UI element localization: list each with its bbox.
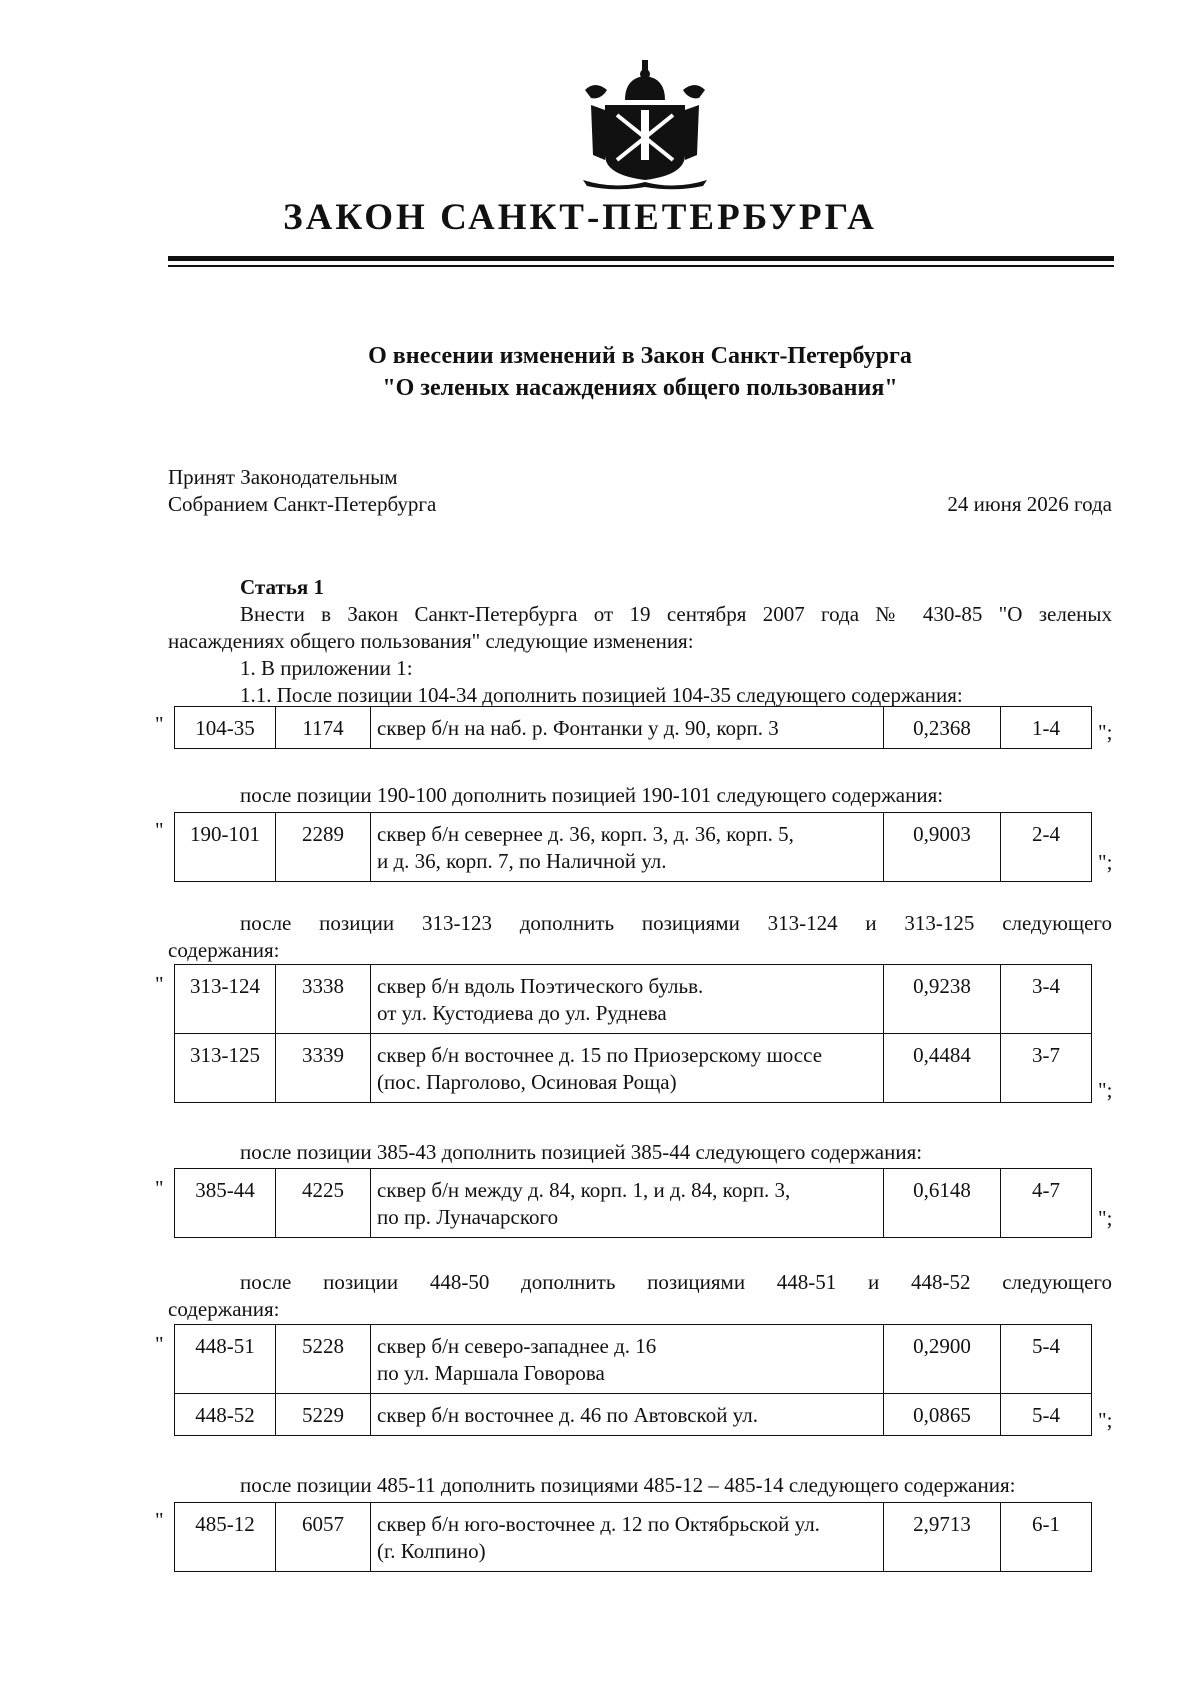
position-area: 0,6148 [884, 1169, 1001, 1238]
position-name [371, 1503, 884, 1572]
position-number: 313-125 [175, 1034, 276, 1103]
position-name-line-1: сквер б/н вдоль Поэтического бульв. [377, 974, 704, 998]
close-quote: "; [1098, 1206, 1113, 1230]
position-name [371, 1394, 884, 1436]
position-area: 0,9003 [884, 813, 1001, 882]
close-quote: "; [1098, 1078, 1113, 1102]
section-intro: после позиции 448-50 дополнить позициями 448-51 и 448-52 следующего [240, 1270, 1112, 1294]
close-quote: "; [1098, 1408, 1113, 1432]
position-area: 0,9238 [884, 965, 1001, 1034]
position-name-line-2: (г. Колпино) [377, 1539, 486, 1563]
section-intro-continued: содержания: [168, 1297, 280, 1321]
position-category: 6-1 [1001, 1503, 1092, 1572]
position-table [174, 1324, 1092, 1436]
table-row [175, 1034, 1092, 1103]
position-name-line-1: сквер б/н между д. 84, корп. 1, и д. 84, корп. 3, [377, 1178, 791, 1202]
article-heading: Статья 1 [240, 575, 324, 599]
position-name [371, 1169, 884, 1238]
section-intro-continued: содержания: [168, 938, 280, 962]
position-name [371, 1034, 884, 1103]
position-name [371, 813, 884, 882]
position-code: 5228 [276, 1325, 371, 1394]
position-table [174, 812, 1092, 882]
position-category: 5-4 [1001, 1394, 1092, 1436]
position-table [174, 964, 1092, 1103]
position-name-line-2: по ул. Маршала Говорова [377, 1361, 605, 1385]
close-quote: "; [1098, 850, 1113, 874]
position-table [174, 1502, 1092, 1572]
open-quote: " [155, 972, 164, 996]
position-area: 0,2900 [884, 1325, 1001, 1394]
article-intro-line-2: насаждениях общего пользования" следующие изменения: [168, 629, 694, 653]
position-number: 485-12 [175, 1503, 276, 1572]
open-quote: " [155, 818, 164, 842]
position-name-line-2: (пос. Парголово, Осиновая Роща) [377, 1070, 677, 1094]
position-name-line-2: от ул. Кустодиева до ул. Руднева [377, 1001, 667, 1025]
open-quote: " [155, 1332, 164, 1356]
adoption-line-2: Собранием Санкт-Петербурга [168, 492, 437, 516]
position-code: 1174 [276, 707, 371, 749]
position-table [174, 1168, 1092, 1238]
position-category: 4-7 [1001, 1169, 1092, 1238]
position-number: 313-124 [175, 965, 276, 1034]
position-code: 2289 [276, 813, 371, 882]
header-rule-thick [168, 256, 1114, 261]
position-name-line-2: по пр. Луначарского [377, 1205, 559, 1229]
coat-of-arms-emblem [575, 60, 715, 190]
position-name [371, 1325, 884, 1394]
position-name [371, 707, 884, 749]
table-row [175, 1503, 1092, 1572]
header-rule-thin [168, 265, 1114, 267]
position-name-line-1: сквер б/н северо-западнее д. 16 [377, 1334, 657, 1358]
position-name-line-1: сквер б/н юго-восточнее д. 12 по Октябрьской ул. [377, 1512, 820, 1536]
table-row [175, 1325, 1092, 1394]
position-category: 2-4 [1001, 813, 1092, 882]
open-quote: " [155, 1176, 164, 1200]
section-intro: после позиции 385-43 дополнить позицией 385-44 следующего содержания: [240, 1140, 923, 1164]
section-intro: после позиции 313-123 дополнить позициями 313-124 и 313-125 следующего [240, 911, 1112, 935]
table-row [175, 1169, 1092, 1238]
position-number: 385-44 [175, 1169, 276, 1238]
article-intro-line-1: Внести в Закон Санкт-Петербурга от 19 сентября 2007 года № 430-85 "О зеленых [240, 602, 1112, 626]
document-title-line-1: О внесении изменений в Закон Санкт-Петербурга [368, 343, 912, 369]
adoption-date: 24 июня 2026 года [947, 492, 1112, 516]
table-row [175, 707, 1092, 749]
adoption-line-1: Принят Законодательным [168, 465, 398, 489]
position-area: 0,2368 [884, 707, 1001, 749]
position-number: 448-52 [175, 1394, 276, 1436]
position-code: 6057 [276, 1503, 371, 1572]
table-row [175, 1394, 1092, 1436]
position-table [174, 706, 1092, 749]
law-title: ЗАКОН САНКТ-ПЕТЕРБУРГА [283, 197, 877, 238]
article-item-1-1: 1.1. После позиции 104-34 дополнить позицией 104-35 следующего содержания: [240, 683, 963, 707]
position-area: 2,9713 [884, 1503, 1001, 1572]
position-category: 3-7 [1001, 1034, 1092, 1103]
position-name-line-1: сквер б/н севернее д. 36, корп. 3, д. 36, корп. 5, [377, 822, 794, 846]
open-quote: " [155, 712, 164, 736]
section-intro: после позиции 485-11 дополнить позициями 485-12 – 485-14 следующего содержания: [240, 1473, 1016, 1497]
position-area: 0,4484 [884, 1034, 1001, 1103]
position-name-line-2: и д. 36, корп. 7, по Наличной ул. [377, 849, 667, 873]
position-name [371, 965, 884, 1034]
position-number: 190-101 [175, 813, 276, 882]
article-item-1: 1. В приложении 1: [240, 656, 413, 680]
position-name-line-1: сквер б/н восточнее д. 15 по Приозерскому шоссе [377, 1043, 823, 1067]
position-name-line-1: сквер б/н восточнее д. 46 по Автовской ул. [377, 1403, 758, 1427]
position-code: 4225 [276, 1169, 371, 1238]
table-row [175, 965, 1092, 1034]
position-category: 1-4 [1001, 707, 1092, 749]
document-title [160, 340, 1120, 404]
position-code: 3338 [276, 965, 371, 1034]
position-category: 5-4 [1001, 1325, 1092, 1394]
position-number: 448-51 [175, 1325, 276, 1394]
position-code: 3339 [276, 1034, 371, 1103]
close-quote: "; [1098, 720, 1113, 744]
section-intro: после позиции 190-100 дополнить позицией 190-101 следующего содержания: [240, 783, 944, 807]
position-code: 5229 [276, 1394, 371, 1436]
document-title-line-2: "О зеленых насаждениях общего пользования" [382, 375, 898, 401]
position-category: 3-4 [1001, 965, 1092, 1034]
position-area: 0,0865 [884, 1394, 1001, 1436]
position-name-line-1: сквер б/н на наб. р. Фонтанки у д. 90, корп. 3 [377, 716, 779, 740]
position-number: 104-35 [175, 707, 276, 749]
open-quote: " [155, 1508, 164, 1532]
table-row [175, 813, 1092, 882]
